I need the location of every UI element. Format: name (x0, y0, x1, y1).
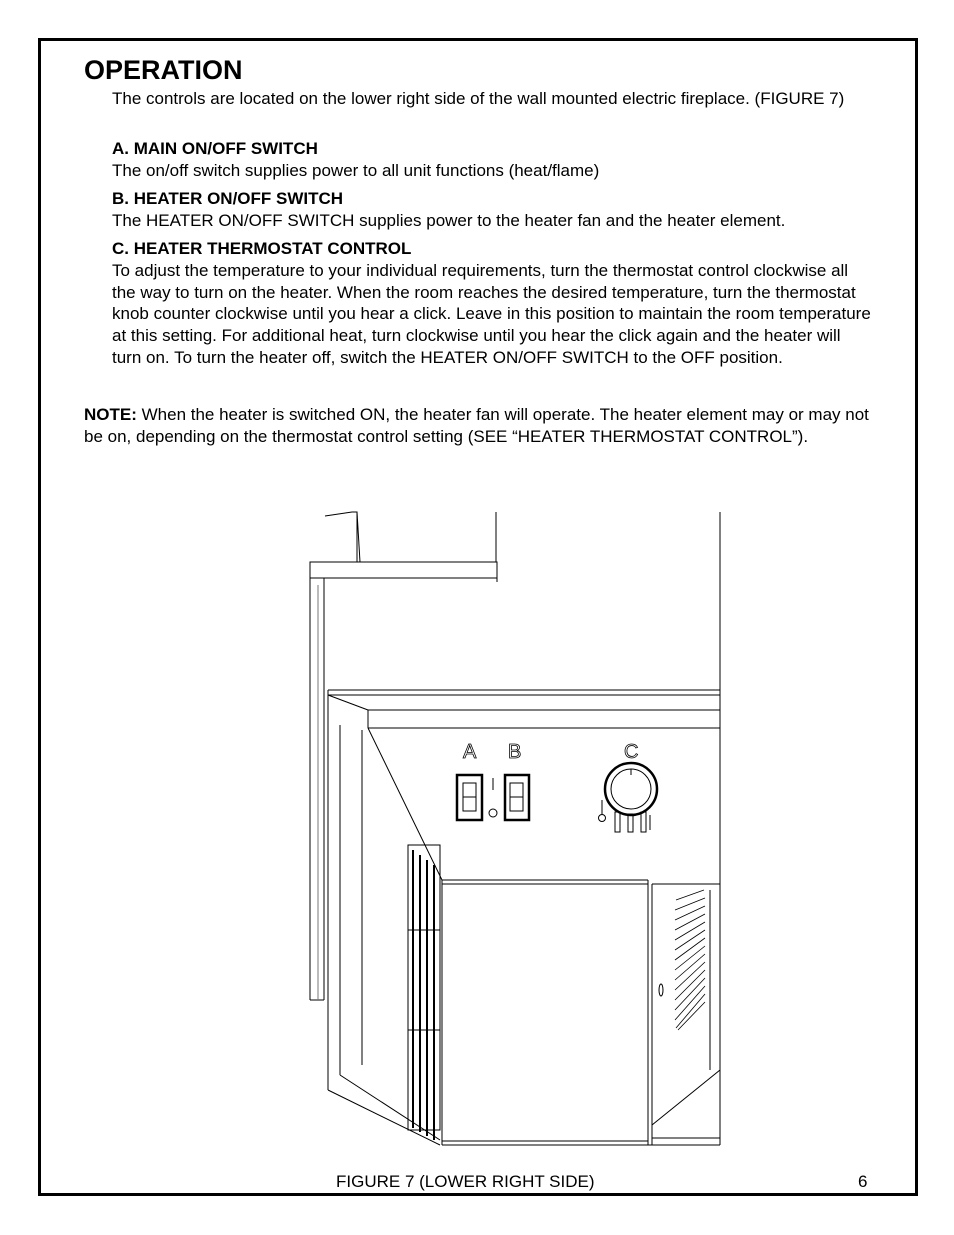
note-text: When the heater is switched ON, the heater fan will operate. The heater element may or may not be on, depending on the thermostat control setting (SEE “HEATER THERMOSTAT CONTROL”). (84, 405, 869, 446)
switch-a-label: A (463, 741, 477, 763)
thermostat-c-label: C (624, 741, 639, 763)
section-c-body: To adjust the temperature to your individual requirements, turn the thermostat control clockwise all the way to turn on the heater. When the room reaches the desired temperature, turn the thermostat knob counter clockwise until you hear a click. Leave in this position to maintain the room temperature at this setting. For additional heat, turn clockwise until you hear the click again and the heater will turn on. To turn the heater off, switch the HEATER ON/OFF SWITCH to the OFF position. (112, 261, 871, 367)
intro-text: The controls are located on the lower right side of the wall mounted electric fireplace. (FIGURE 7) (112, 89, 845, 108)
switch-b-label: B (508, 741, 522, 763)
off-symbol-icon (489, 809, 497, 817)
figure-caption: FIGURE 7 (LOWER RIGHT SIDE) (336, 1172, 595, 1191)
section-b-body: The HEATER ON/OFF SWITCH supplies power to the heater fan and the heater element. (112, 211, 786, 230)
section-b-heading: B. HEATER ON/OFF SWITCH (112, 189, 344, 208)
page-number: 6 (858, 1172, 868, 1191)
page-title: OPERATION (84, 55, 243, 85)
thermometer-icon (599, 800, 606, 822)
section-a-heading: A. MAIN ON/OFF SWITCH (112, 139, 318, 158)
thermostat-knob (605, 763, 657, 815)
section-a-body: The on/off switch supplies power to all unit functions (heat/flame) (112, 161, 600, 180)
section-c-heading: C. HEATER THERMOSTAT CONTROL (112, 239, 412, 258)
note-label: NOTE: (84, 405, 137, 424)
heater-power-switch (505, 775, 529, 820)
temperature-scale-icon (615, 812, 650, 832)
main-power-switch (457, 775, 482, 820)
